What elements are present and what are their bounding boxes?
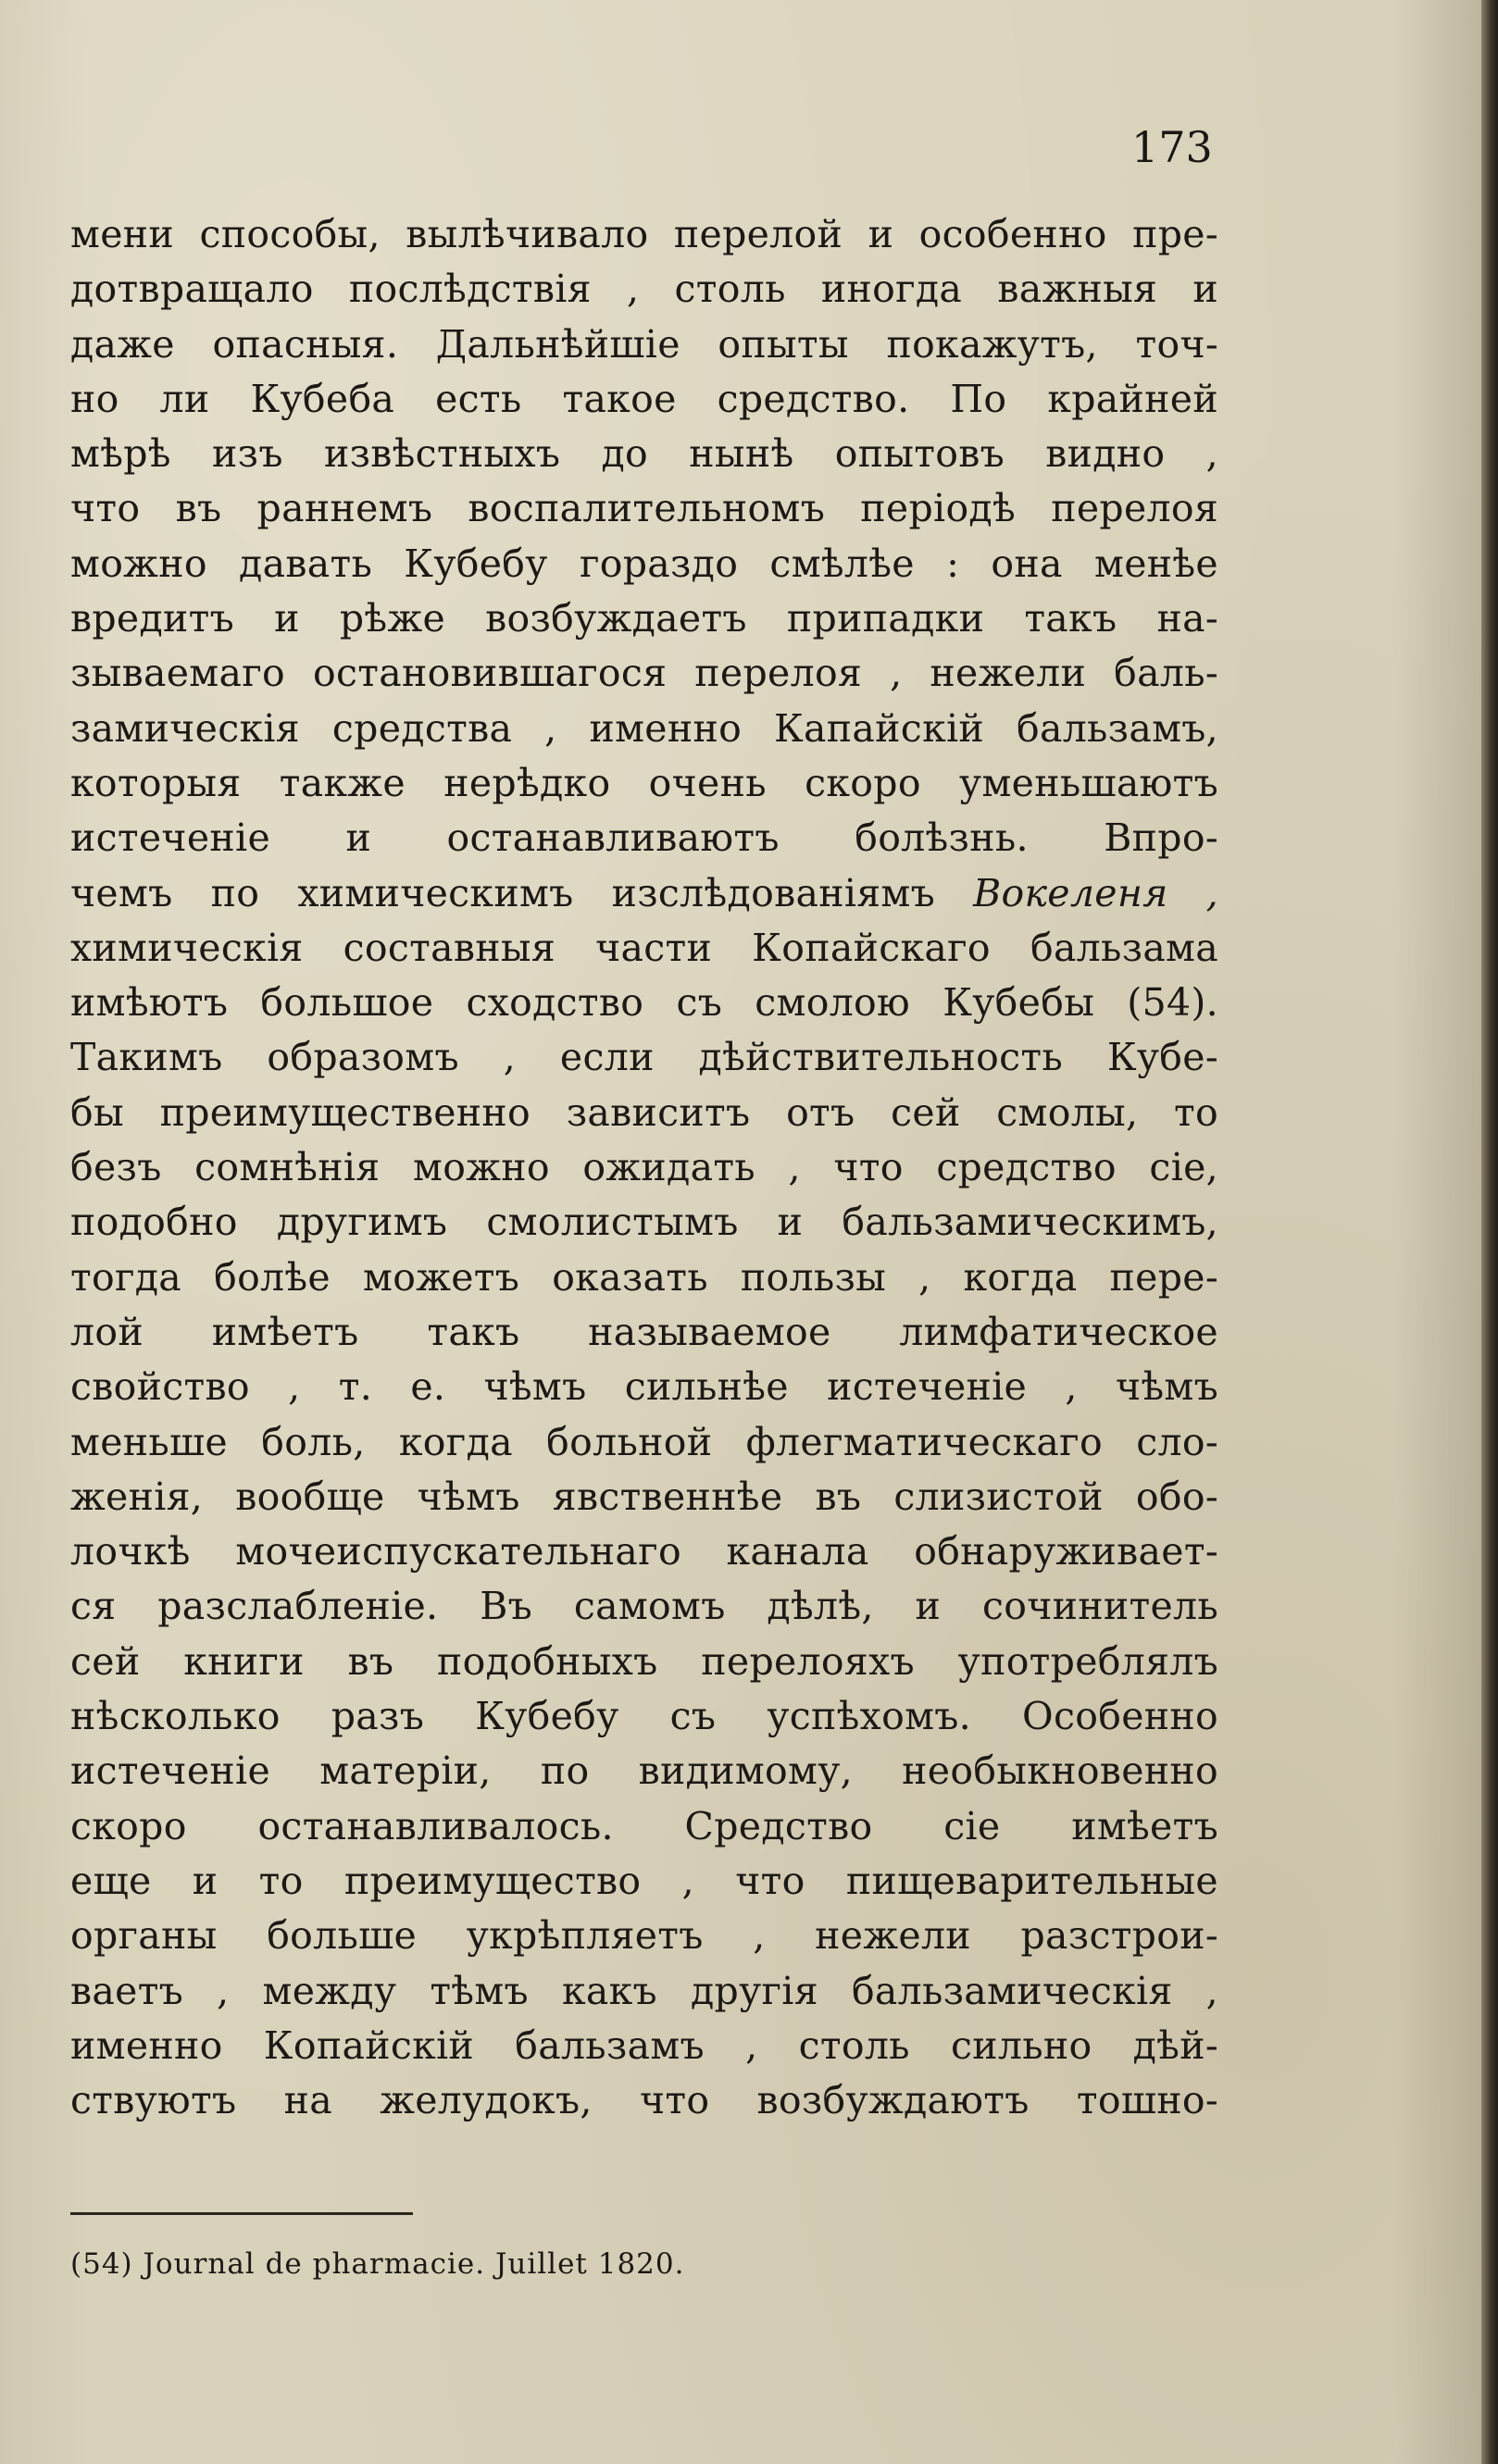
text-line: меньше боль, когда больной флегматическаго сло- bbox=[70, 1419, 1218, 1464]
text-line: свойство , т. е. чѣмъ сильнѣе истеченіе , чѣмъ bbox=[70, 1364, 1218, 1410]
text-line: что въ раннемъ воспалительномъ періодѣ перелоя bbox=[70, 486, 1218, 531]
text-line: скоро останавливалось. Средство сіе имѣетъ bbox=[70, 1803, 1218, 1848]
text-line: ся разслабленіе. Въ самомъ дѣлѣ, и сочинитель bbox=[70, 1584, 1218, 1629]
text-line: даже опасныя. Дальнѣйшіе опыты покажутъ, точ- bbox=[70, 321, 1218, 367]
text-line: еще и то преимущество , что пищеварительные bbox=[70, 1858, 1218, 1903]
page-edge-shadow bbox=[1481, 0, 1498, 2464]
text-line: сей книги въ подобныхъ перелояхъ употреблялъ bbox=[70, 1638, 1218, 1684]
text-line: истеченіе и останавливаютъ болѣзнь. Впро- bbox=[70, 815, 1218, 861]
text-line: подобно другимъ смолистымъ и бальзамическимъ, bbox=[70, 1200, 1218, 1245]
text-line: можно давать Кубебу гораздо смѣлѣе : она менѣе bbox=[70, 541, 1218, 586]
text-line: органы больше укрѣпляетъ , нежели разстрои- bbox=[70, 1913, 1218, 1959]
text-line: Такимъ образомъ , если дѣйствительность Кубе- bbox=[70, 1035, 1218, 1080]
text-line: зываемаго остановившагося перелоя , нежели баль- bbox=[70, 651, 1218, 696]
text-line: ваетъ , между тѣмъ какъ другія бальзамическія , bbox=[70, 1968, 1218, 2013]
text-line: мѣрѣ изъ извѣстныхъ до нынѣ опытовъ видно , bbox=[70, 431, 1218, 477]
text-line: лой имѣетъ такъ называемое лимфатическое bbox=[70, 1309, 1218, 1354]
text-line: нѣсколько разъ Кубебу съ успѣхомъ. Особенно bbox=[70, 1694, 1218, 1739]
text-line: которыя также нерѣдко очень скоро уменьшаютъ bbox=[70, 760, 1218, 805]
text-line: имѣютъ большое сходство съ смолою Кубебы (54). bbox=[70, 980, 1218, 1026]
text-line: вредитъ и рѣже возбуждаетъ припадки такъ на- bbox=[70, 596, 1218, 641]
text-line: тогда болѣе можетъ оказать пользы , когда пере- bbox=[70, 1254, 1218, 1300]
text-line-with-italic bbox=[70, 866, 1218, 921]
footnote: (54) Journal de pharmacie. Juillet 1820. bbox=[70, 2247, 685, 2281]
text-line: мени способы, вылѣчивало перелой и особенно пре- bbox=[70, 212, 1218, 256]
italic-author-name: Вокеленя , bbox=[973, 870, 1218, 915]
text-line: безъ сомнѣнія можно ожидать , что средство сіе, bbox=[70, 1145, 1218, 1190]
page-number: 173 bbox=[1131, 122, 1213, 172]
text-line: замическія средства , именно Капайскій бальзамъ, bbox=[70, 705, 1218, 751]
text-line: химическія составныя части Копайскаго бальзама bbox=[70, 925, 1218, 970]
text-line: именно Копайскій бальзамъ , столь сильно дѣй- bbox=[70, 2022, 1218, 2068]
text-line: дотвращало послѣдствія , столь иногда важныя и bbox=[70, 267, 1218, 312]
text-line: но ли Кубеба есть такое средство. По крайней bbox=[70, 376, 1218, 421]
text-line: женія, вообще чѣмъ явственнѣе въ слизистой обо- bbox=[70, 1474, 1218, 1519]
text-line: бы преимущественно зависитъ отъ сей смолы, то bbox=[70, 1089, 1218, 1135]
text-line: ствуютъ на желудокъ, что возбуждаютъ тошно- bbox=[70, 2078, 1218, 2123]
footnote-divider bbox=[70, 2212, 413, 2215]
text-line: лочкѣ мочеиспускательнаго канала обнаруживает- bbox=[70, 1529, 1218, 1574]
text-line-start: чемъ по химическимъ изслѣдованіямъ bbox=[70, 870, 935, 915]
text-line: истеченіе матеріи, по видимому, необыкновенно bbox=[70, 1748, 1218, 1794]
body-text bbox=[70, 207, 1218, 2128]
